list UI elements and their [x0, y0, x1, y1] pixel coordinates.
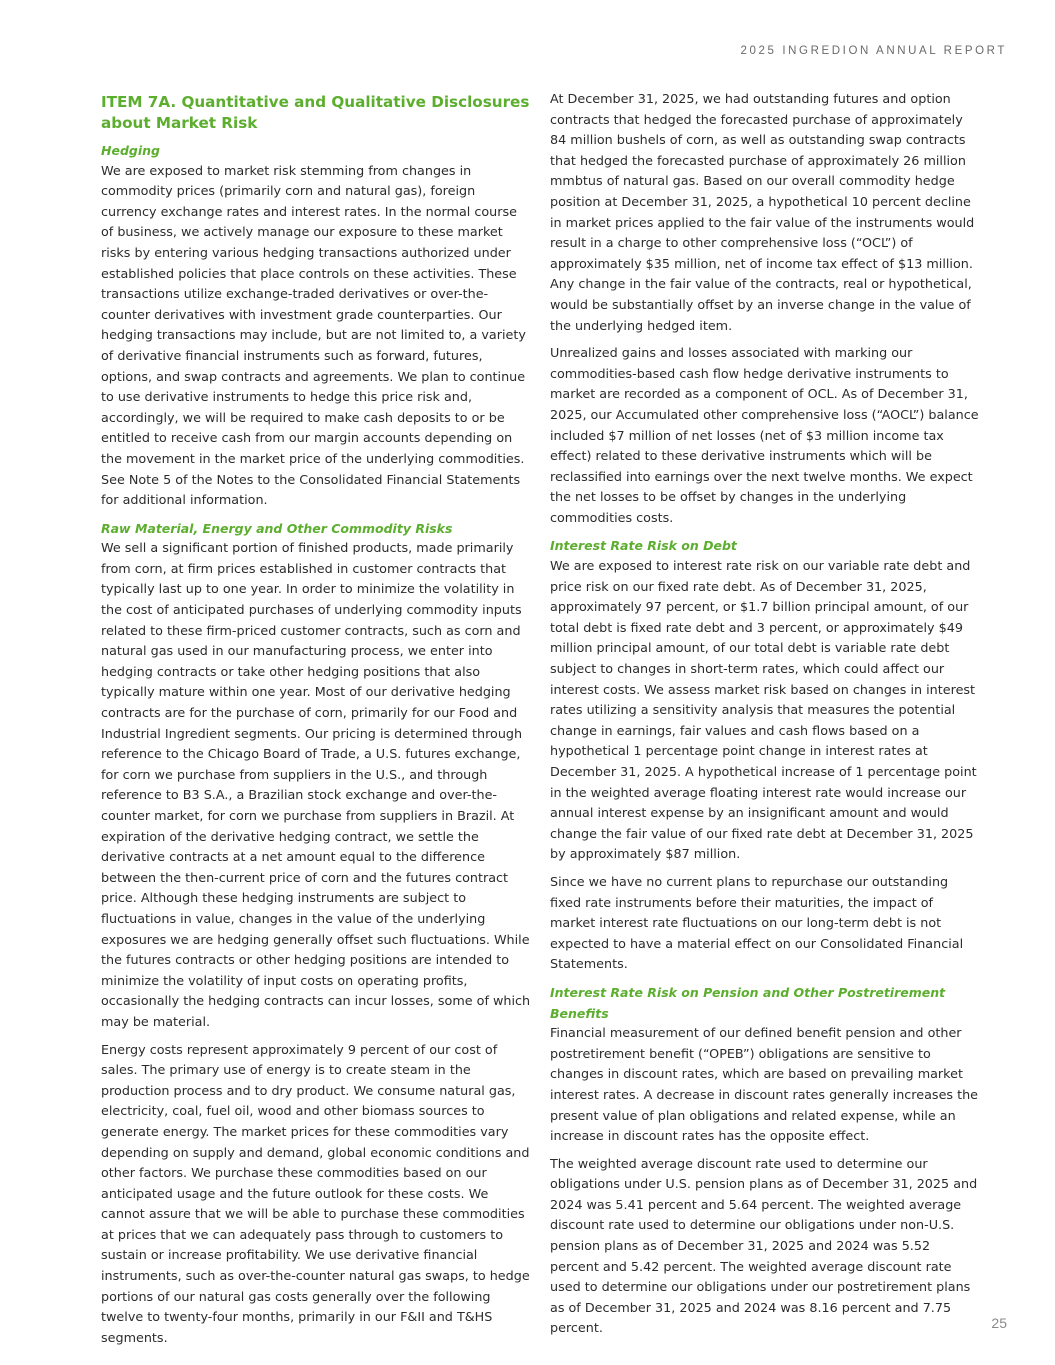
interest-rate-pension-paragraph-2: The weighted average discount rate used to determine our obligations under U.S. pension plans as of December 31, 2025 and 2024 was 5.41 percent and 5.64 percent. The weighted average discount rate used to determine our obligations under non-U.S. pension plans as of December 31, 2025 and 2024 was 5.52 percent and 5.42 percent. The weighted average discount rate used to determine our obligations under our postretirement plans as of December 31, 2025 and 2024 was 8.16 percent and 7.75 percent.	[550, 1156, 978, 1337]
raw-material-paragraph-2: Energy costs represent approximately 9 percent of our cost of sales. The primary use of energy is to create steam in the production process and to dry product. We consume natural gas, electricity, coal, fuel oil, wood and other biomass sources to generate energy. The market prices for these commodities vary depending on supply and demand, global economic conditions and other factors. We purchase these commodities based on our anticipated usage and the future outlook for these costs. We cannot assure that we will be able to purchase these commodities at prices that we can adequately pass through to customers to sustain or increase profitability. We use derivative financial instruments, such as over-the-counter natural gas swaps, to hedge portions of our natural gas costs generally over the following twelve to twenty-four months, primarily in our F&II and T&HS segments.	[101, 1042, 530, 1346]
page-number: 25	[991, 1315, 1007, 1331]
report-header: 2025 INGREDION ANNUAL REPORT	[740, 45, 1007, 57]
hedging-paragraph: We are exposed to market risk stemming from changes in commodity prices (primarily corn and natural gas), foreign currency exchange rates and interest rates. In the normal course of business, we actively manage our exposure to these market risks by entering various hedging transactions authorized under established policies that place controls on these activities. These transactions utilize exchange-traded derivatives or over-the-counter derivatives with investment grade counterparties. Our hedging transactions may include, but are not limited to, a variety of derivative financial instruments such as forward, futures, options, and swap contracts and agreements. We plan to continue to use derivative instruments to hedge this price risk and, accordingly, we will be required to make cash deposits to or be entitled to receive cash from our margin accounts depending on the movement in the market price of the underlying commodities. See Note 5 of the Notes to the Consolidated Financial Statements for additional information.	[101, 163, 526, 509]
section-title: ITEM 7A. Quantitative and Qualitative Disclosures about Market Risk	[101, 93, 530, 132]
left-column	[101, 90, 531, 1356]
right-column	[550, 90, 980, 1347]
hedging-heading: Hedging	[101, 143, 160, 158]
raw-material-paragraph-1: We sell a significant portion of finished products, made primarily from corn, at firm prices established in customer contracts that typically last up to one year. In order to minimize the volatility in the cost of anticipated purchases of underlying commodity inputs related to these firm-priced customer contracts, such as corn and natural gas used in our manufacturing process, we enter into hedging contracts or take other hedging positions that also typically mature within one year. Most of our derivative hedging contracts are for the purchase of corn, primarily for our Food and Industrial Ingredient segments. Our pricing is determined through reference to the Chicago Board of Trade, a U.S. futures exchange, for corn we purchase from suppliers in the U.S., and through reference to B3 S.A., a Brazilian stock exchange and over-the-counter market, for corn we purchase from suppliers in Brazil. At expiration of the derivative hedging contract, we settle the derivative contracts at a net amount equal to the difference between the then-current price of corn and the futures contract price. Although these hedging instruments are subject to fluctuations in value, changes in the value of the underlying exposures we are hedging generally offset such fluctuations. While the futures contracts or other hedging positions are intended to minimize the volatility of input costs on operating profits, occasionally the hedging contracts can incur losses, some of which may be material.	[101, 541, 531, 1030]
interest-rate-pension-paragraph-1: Financial measurement of our defined benefit pension and other postretirement benefit (“OPEB”) obligations are sensitive to changes in discount rates, which are based on prevailing market interest rates. A decrease in discount rates generally increases the present value of plan obligations and related expense, while an increase in discount rates has the opposite effect.	[550, 1026, 979, 1145]
commodity-paragraph-1: At December 31, 2025, we had outstanding futures and option contracts that hedged the forecasted purchase of approximately 84 million bushels of corn, as well as outstanding swap contracts that hedged the forecasted purchase of approximately 26 million mmbtus of natural gas. Based on our overall commodity hedge position at December 31, 2025, a hypothetical 10 percent decline in market prices applied to the fair value of the instruments would result in a charge to other comprehensive loss (“OCL”) of approximately $35 million, net of income tax effect of $13 million. Any change in the fair value of the contracts, real or hypothetical, would be substantially offset by an inverse change in the value of the underlying hedged item.	[550, 92, 975, 334]
commodity-paragraph-2: Unrealized gains and losses associated with marking our commodities-based cash flow hedge derivative instruments to market are recorded as a component of OCL. As of December 31, 2025, our Accumulated other comprehensive loss (“AOCL”) balance included $7 million of net losses (net of $3 million income tax effect) related to these derivative instruments which will be reclassified into earnings over the next twelve months. We expect the net losses to be offset by changes in the underlying commodities costs.	[550, 346, 979, 526]
raw-material-heading: Raw Material, Energy and Other Commodity Risks	[101, 520, 453, 536]
interest-rate-debt-paragraph-2: Since we have no current plans to repurchase our outstanding fixed rate instruments before their maturities, the impact of market interest rate fluctuations on our long-term debt is not expected to have a material effect on our Consolidated Financial Statements.	[550, 874, 964, 973]
interest-rate-debt-paragraph-1: We are exposed to interest rate risk on our variable rate debt and price risk on our fixed rate debt. As of December 31, 2025, approximately 97 percent, or $1.7 billion principal amount, of our total debt is fixed rate debt and 3 percent, or approximately $49 million principal amount, of our total debt is variable rate debt subject to changes in short-term rates, which could affect our interest costs. We assess market risk based on changes in interest rates utilizing a sensitivity analysis that measures the potential change in earnings, fair values and cash flows based on a hypothetical 1 percentage point change in interest rates at December 31, 2025. A hypothetical increase of 1 percentage point in the weighted average floating interest rate would increase our annual interest expense by an insignificant amount and would change the fair value of our fixed rate debt at December 31, 2025 by approximately $87 million.	[550, 559, 977, 863]
interest-rate-debt-heading: Interest Rate Risk on Debt	[550, 538, 737, 554]
interest-rate-pension-heading: Interest Rate Risk on Pension and Other Postretirement Benefits	[550, 984, 946, 1021]
